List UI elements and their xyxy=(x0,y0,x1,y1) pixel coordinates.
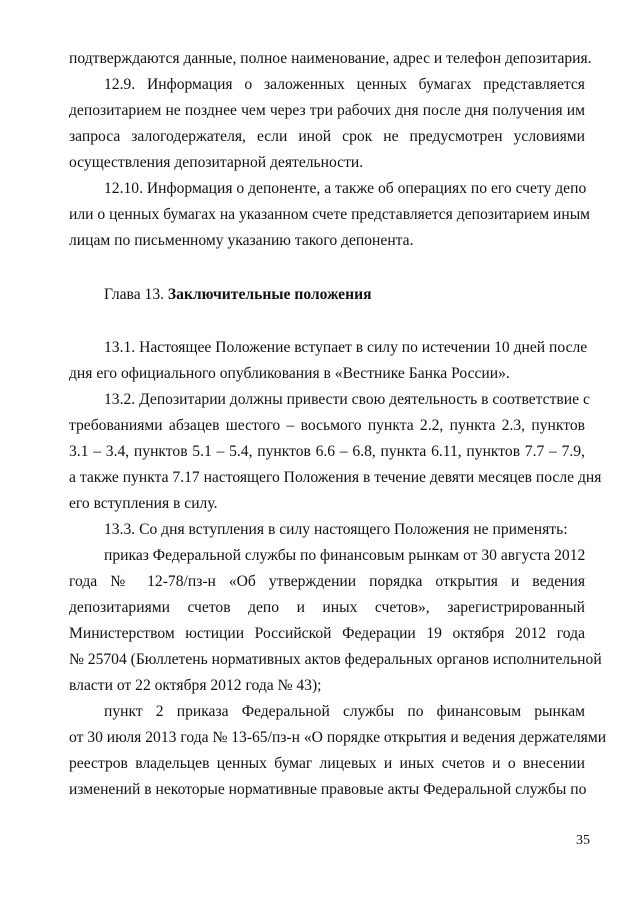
text-line: № 25704 (Бюллетень нормативных актов федеральных органов исполнительной xyxy=(69,651,602,668)
chapter-prefix: Глава 13. xyxy=(104,286,165,303)
chapter-title: Заключительные положения xyxy=(167,286,372,303)
text-line: власти от 22 октября 2012 года № 43); xyxy=(69,677,322,694)
text-line: запроса залогодержателя, если иной срок не предусмотрен условиями xyxy=(69,128,585,145)
text-line: пункт 2 приказа Федеральной службы по финансовым рынкам xyxy=(104,703,585,720)
text-line: депозитариями счетов депо и иных счетов», зарегистрированный xyxy=(69,599,585,616)
text-line: дня его официального опубликования в «Вестнике Банка России». xyxy=(69,365,510,382)
text-line: изменений в некоторые нормативные правовые акты Федеральной службы по xyxy=(69,781,587,798)
text-line: депозитарием не позднее чем через три рабочих дня после дня получения им xyxy=(69,102,585,119)
chapter-heading xyxy=(104,285,372,305)
text-line: реестров владельцев ценных бумаг лицевых и иных счетов и о внесении xyxy=(69,755,585,772)
text-line: требованиями абзацев шестого – восьмого пункта 2.2, пункта 2.3, пунктов xyxy=(69,417,585,434)
text-line: приказ Федеральной службы по финансовым рынкам от 30 августа 2012 xyxy=(104,547,586,564)
text-line: 12.10. Информация о депоненте, а также об операциях по его счету депо xyxy=(104,180,587,197)
text-line: 13.1. Настоящее Положение вступает в силу по истечении 10 дней после xyxy=(104,339,588,356)
text-line: Министерством юстиции Российской Федерации 19 октября 2012 года xyxy=(69,625,585,642)
text-line: 12.9. Информация о заложенных ценных бумагах представляется xyxy=(104,76,585,93)
text-line: его вступления в силу. xyxy=(69,495,218,512)
text-line: 13.2. Депозитарии должны привести свою деятельность в соответствие с xyxy=(104,391,590,408)
text-line: года № 12-78/пз-н «Об утверждении порядка открытия и ведения xyxy=(69,573,585,590)
text-line: лицам по письменному указанию такого депонента. xyxy=(69,232,414,249)
page-number: 35 xyxy=(576,833,590,848)
text-line: или о ценных бумагах на указанном счете представляется депозитарием иным xyxy=(69,206,591,223)
text-line: подтверждаются данные, полное наименование, адрес и телефон депозитария. xyxy=(69,50,592,67)
text-line: а также пункта 7.17 настоящего Положения в течение девяти месяцев после дня xyxy=(69,469,602,486)
text-line: 3.1 – 3.4, пунктов 5.1 – 5.4, пунктов 6.6 – 6.8, пункта 6.11, пунктов 7.7 – 7.9, xyxy=(69,443,585,460)
text-line: осуществления депозитарной деятельности. xyxy=(69,154,364,171)
text-line: 13.3. Со дня вступления в силу настоящего Положения не применять: xyxy=(104,521,568,538)
text-line: от 30 июля 2013 года № 13-65/пз-н «О порядке открытия и ведения держателями xyxy=(69,729,607,746)
